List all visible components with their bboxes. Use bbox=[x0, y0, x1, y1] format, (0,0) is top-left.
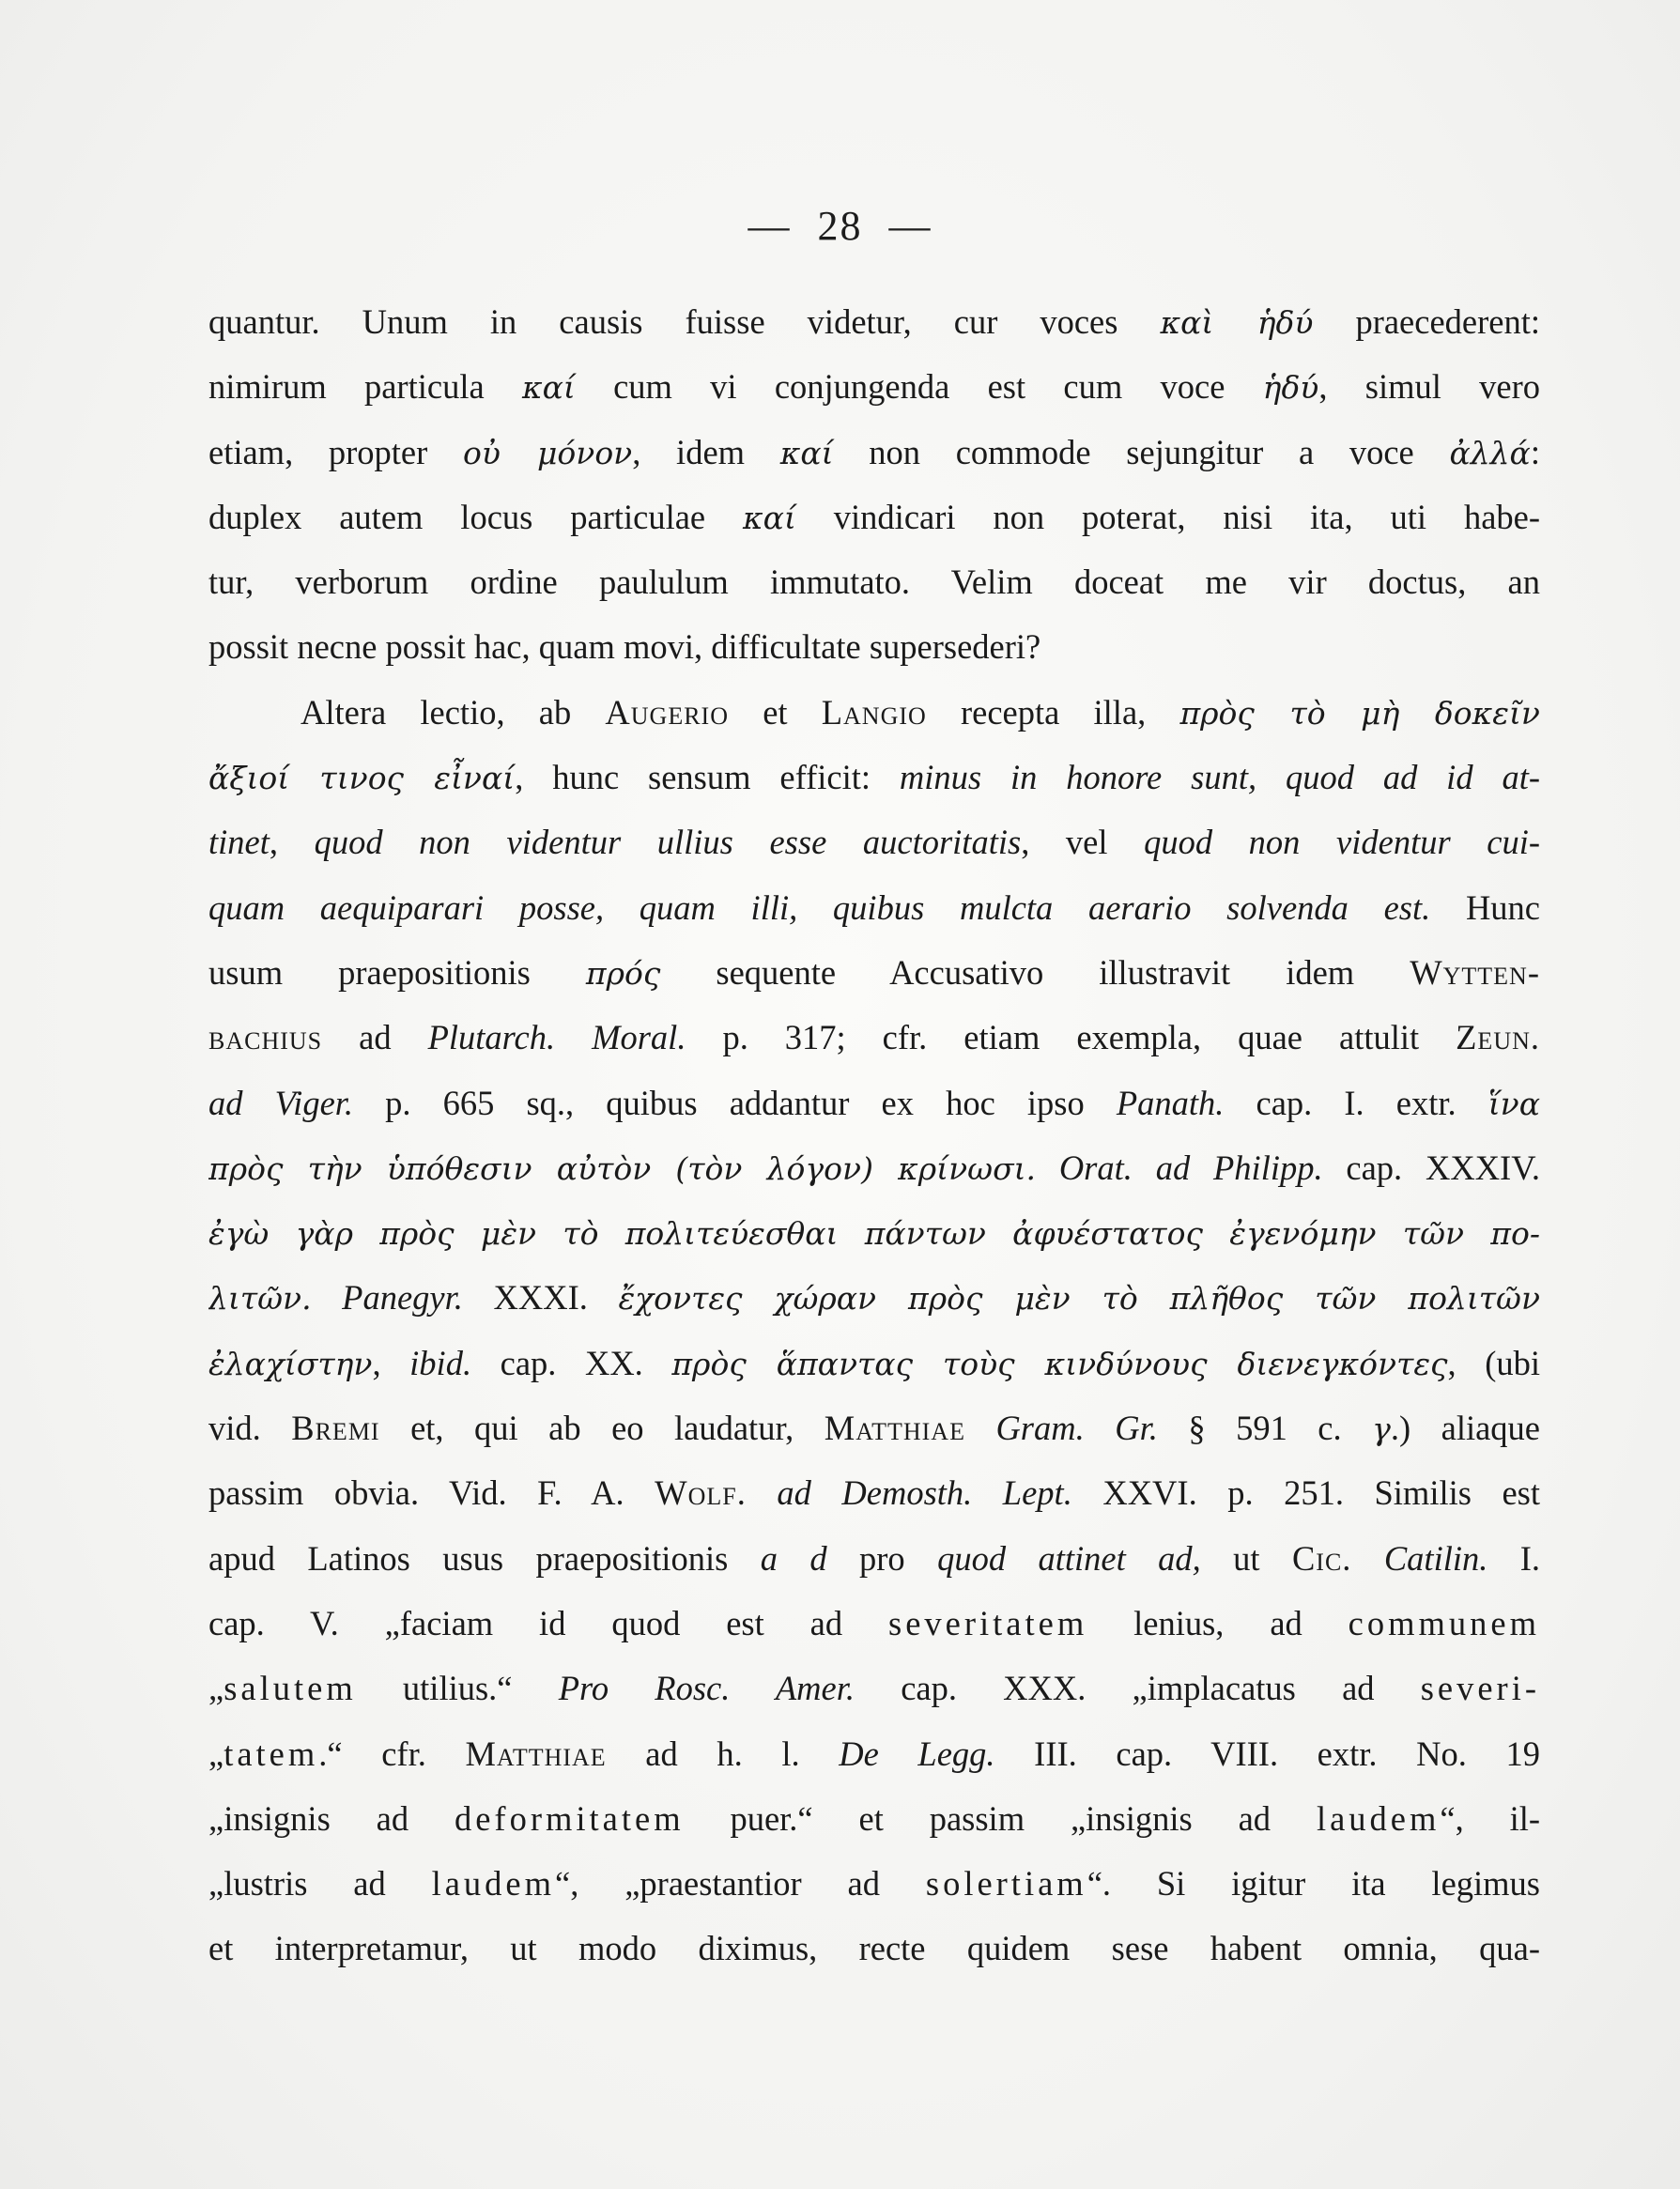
text-line bbox=[208, 1005, 1540, 1070]
spaced-text: deformitatem bbox=[454, 1798, 685, 1838]
text-run bbox=[965, 1409, 995, 1447]
text-run: „ bbox=[208, 1734, 224, 1773]
text-run: ad h. l. bbox=[606, 1734, 840, 1773]
text-run: praecederent: bbox=[1313, 302, 1540, 341]
text-run: cap. XX. bbox=[471, 1343, 672, 1382]
text-run: .) aliaque bbox=[1390, 1409, 1540, 1448]
text-run bbox=[1351, 1539, 1383, 1578]
text-run: “, „praestantior ad bbox=[555, 1864, 926, 1904]
text-run: et bbox=[729, 692, 822, 732]
text-run: , (ubi bbox=[1447, 1343, 1540, 1382]
italic-text: ad Demosth. Lept. bbox=[777, 1473, 1072, 1513]
text-line bbox=[208, 1395, 1540, 1460]
text-run: III. cap. VIII. extr. No. 19 bbox=[994, 1734, 1540, 1773]
italic-text: De Legg. bbox=[839, 1734, 995, 1773]
page-number: 28 bbox=[817, 203, 863, 249]
italic-text: a d bbox=[760, 1538, 827, 1578]
text-run: , bbox=[372, 1343, 410, 1382]
italic-text: Pro Rosc. Amer. bbox=[558, 1669, 855, 1708]
text-run: apud Latinos usus praepositionis bbox=[208, 1538, 761, 1578]
text-line bbox=[208, 485, 1540, 549]
text-line bbox=[208, 1071, 1540, 1135]
text-line bbox=[208, 1591, 1540, 1656]
text-run bbox=[747, 1473, 778, 1512]
greek-text: πρὸς τὴν ὑπόθεσιν αὐτὸν (τὸν λόγον) κρίνωσι. bbox=[208, 1149, 1037, 1187]
text-run: utilius.“ bbox=[356, 1669, 559, 1708]
spaced-text: severi- bbox=[1420, 1669, 1540, 1708]
spaced-text: tatem bbox=[223, 1734, 319, 1773]
text-run: non commode sejungitur a voce bbox=[833, 432, 1450, 471]
left-dash: — bbox=[748, 203, 792, 249]
spaced-text: communem bbox=[1348, 1603, 1540, 1642]
greek-text: λιτῶν. bbox=[208, 1280, 312, 1318]
italic-text: Plutarch. Moral. bbox=[427, 1018, 686, 1057]
text-run: et, qui ab eo laudatur, bbox=[379, 1409, 825, 1448]
text-run: vid. bbox=[208, 1409, 292, 1448]
spaced-text: severitatem bbox=[888, 1603, 1088, 1642]
italic-text: minus in honore sunt, quod ad id at- bbox=[899, 758, 1540, 797]
text-run: ad bbox=[322, 1018, 428, 1057]
greek-text: γ bbox=[1372, 1411, 1391, 1448]
text-run: nimirum particula bbox=[208, 367, 522, 407]
spaced-text: laudem bbox=[1316, 1798, 1441, 1838]
text-line bbox=[208, 1135, 1540, 1200]
text-run: puer.“ et passim „insignis ad bbox=[684, 1798, 1317, 1838]
greek-text: πρὸς τὸ μὴ δοκεῖν bbox=[1179, 694, 1540, 732]
spaced-text: salutem bbox=[223, 1669, 357, 1708]
text-run: : bbox=[1530, 432, 1540, 471]
text-run: Altera lectio, ab bbox=[301, 692, 606, 732]
text-run: .“ cfr. bbox=[318, 1734, 466, 1773]
italic-text: quod non videntur ullius esse auctoritatis bbox=[314, 823, 1022, 862]
text-run: , bbox=[269, 823, 315, 862]
text-line bbox=[208, 1200, 1540, 1265]
text-line bbox=[208, 1721, 1540, 1786]
right-dash: — bbox=[888, 203, 932, 249]
greek-text: πρός bbox=[585, 954, 661, 992]
author-name: Cic. bbox=[1291, 1538, 1352, 1578]
text-line bbox=[208, 680, 1540, 745]
text-run: „lustris ad bbox=[208, 1864, 432, 1904]
text-run: lenius, ad bbox=[1087, 1603, 1349, 1642]
text-run: XXXI. bbox=[462, 1278, 619, 1318]
spaced-text: solertiam bbox=[925, 1864, 1087, 1904]
italic-text: ad Viger. bbox=[208, 1083, 354, 1122]
greek-text: καί bbox=[779, 434, 834, 471]
text-line bbox=[208, 420, 1540, 485]
text-run: cap. XXX. „implacatus ad bbox=[855, 1669, 1421, 1708]
author-name: Wolf. bbox=[655, 1473, 747, 1513]
text-run: pro bbox=[826, 1538, 938, 1578]
text-line bbox=[208, 1460, 1540, 1525]
body-text bbox=[208, 289, 1540, 1981]
text-run: § 591 c. bbox=[1157, 1409, 1373, 1448]
text-run: I. bbox=[1487, 1538, 1540, 1578]
spaced-text: laudem bbox=[431, 1864, 556, 1904]
italic-text: Gram. Gr. bbox=[995, 1409, 1158, 1448]
italic-text: tinet bbox=[208, 823, 270, 862]
greek-text: ἀλλά bbox=[1449, 434, 1531, 471]
text-run: tur, verborum ordine paululum immutato. Velim doceat me vir doctus, an bbox=[208, 563, 1540, 602]
text-run: quantur. Unum in causis fuisse videtur, cur voces bbox=[208, 302, 1161, 341]
author-name: bachius bbox=[208, 1018, 323, 1057]
text-run: cum vi conjungenda est cum voce bbox=[575, 367, 1263, 407]
author-name: Zeun. bbox=[1456, 1018, 1540, 1057]
text-run: ut bbox=[1200, 1538, 1292, 1578]
greek-text: ἵνα bbox=[1487, 1085, 1540, 1122]
italic-text: Orat. ad Philipp. bbox=[1058, 1148, 1323, 1187]
text-line bbox=[208, 1265, 1540, 1330]
text-run: p. 665 sq., quibus addantur ex hoc ipso bbox=[353, 1083, 1117, 1122]
greek-text: καὶ ἡδύ bbox=[1160, 304, 1314, 341]
text-run: cap. I. extr. bbox=[1224, 1083, 1488, 1122]
text-run: , idem bbox=[632, 432, 780, 471]
author-name: Wytten- bbox=[1410, 952, 1540, 992]
greek-text: ἔχοντες χώραν πρὸς μὲν τὸ πλῆθος τῶν πολιτῶν bbox=[618, 1280, 1540, 1318]
text-run: usum praepositionis bbox=[208, 952, 586, 992]
text-run: XXVI. p. 251. Similis est bbox=[1071, 1473, 1540, 1513]
text-run: “, il- bbox=[1440, 1798, 1540, 1838]
text-run: cap. XXXIV. bbox=[1322, 1148, 1540, 1187]
text-line bbox=[208, 875, 1540, 940]
greek-text: ἡδύ bbox=[1262, 369, 1319, 407]
author-name: Matthiae bbox=[824, 1409, 965, 1448]
italic-text: quod non videntur cui- bbox=[1144, 823, 1540, 862]
text-line bbox=[208, 745, 1540, 809]
italic-text: Panegyr. bbox=[342, 1278, 463, 1318]
italic-text: quod attinet ad, bbox=[937, 1538, 1201, 1578]
greek-text: ἄξιοί τινος εἶναί bbox=[208, 760, 516, 797]
greek-text: καί bbox=[521, 369, 576, 407]
text-line bbox=[208, 1526, 1540, 1591]
text-run: „insignis ad bbox=[208, 1798, 455, 1838]
italic-text: Panath. bbox=[1116, 1083, 1225, 1122]
page-number-header bbox=[0, 202, 1680, 250]
text-line bbox=[208, 940, 1540, 1005]
text-run: „ bbox=[208, 1669, 224, 1708]
text-run: et interpretamur, ut modo diximus, recte quidem sese habent omnia, qua- bbox=[208, 1929, 1540, 1968]
text-run: , vel bbox=[1021, 823, 1145, 862]
text-run: vindicari non poterat, nisi ita, uti habe- bbox=[795, 497, 1540, 536]
text-line bbox=[208, 289, 1540, 354]
text-run: Hunc bbox=[1430, 887, 1540, 927]
text-line bbox=[208, 809, 1540, 874]
text-line bbox=[208, 1851, 1540, 1916]
text-line bbox=[208, 614, 1540, 679]
text-line bbox=[208, 1786, 1540, 1851]
text-run: p. 317; cfr. etiam exempla, quae attulit bbox=[686, 1018, 1457, 1057]
author-name: Langio bbox=[821, 692, 927, 732]
greek-text: οὐ μόνον bbox=[462, 434, 633, 471]
italic-text: quam aequiparari posse, quam illi, quibus mulcta aerario solvenda est. bbox=[208, 887, 1431, 927]
author-name: Matthiae bbox=[465, 1734, 607, 1773]
text-line bbox=[208, 549, 1540, 614]
text-run bbox=[1036, 1148, 1059, 1187]
text-run: passim obvia. Vid. F. A. bbox=[208, 1473, 655, 1513]
greek-text: ἐγὼ γὰρ πρὸς μὲν τὸ πολιτεύεσθαι πάντων ἀφυέστατος ἐγενόμην τῶν πο- bbox=[208, 1215, 1540, 1253]
text-line bbox=[208, 354, 1540, 419]
text-run: possit necne possit hac, quam movi, difficultate supersederi? bbox=[208, 627, 1041, 667]
italic-text: ibid. bbox=[409, 1343, 472, 1382]
author-name: Augerio bbox=[605, 692, 729, 732]
text-line bbox=[208, 1656, 1540, 1720]
text-run: etiam, propter bbox=[208, 432, 463, 471]
text-line bbox=[208, 1916, 1540, 1981]
text-run: duplex autem locus particulae bbox=[208, 497, 744, 536]
text-run: cap. V. „faciam id quod est ad bbox=[208, 1603, 888, 1642]
author-name: Bremi bbox=[291, 1409, 380, 1448]
text-run: recepta illa, bbox=[926, 692, 1180, 732]
text-run: sequente Accusativo illustravit idem bbox=[660, 952, 1410, 992]
greek-text: ἐλαχίστην bbox=[208, 1345, 373, 1382]
text-run: , hunc sensum efficit: bbox=[515, 758, 900, 797]
text-run bbox=[312, 1278, 343, 1317]
text-run: , simul vero bbox=[1318, 367, 1540, 407]
italic-text: Catilin. bbox=[1383, 1538, 1488, 1578]
text-line bbox=[208, 1331, 1540, 1395]
greek-text: πρὸς ἅπαντας τοὺς κινδύνους διενεγκόντες bbox=[671, 1345, 1448, 1382]
text-run: “. Si igitur ita legimus bbox=[1087, 1864, 1540, 1904]
greek-text: καί bbox=[743, 499, 796, 536]
